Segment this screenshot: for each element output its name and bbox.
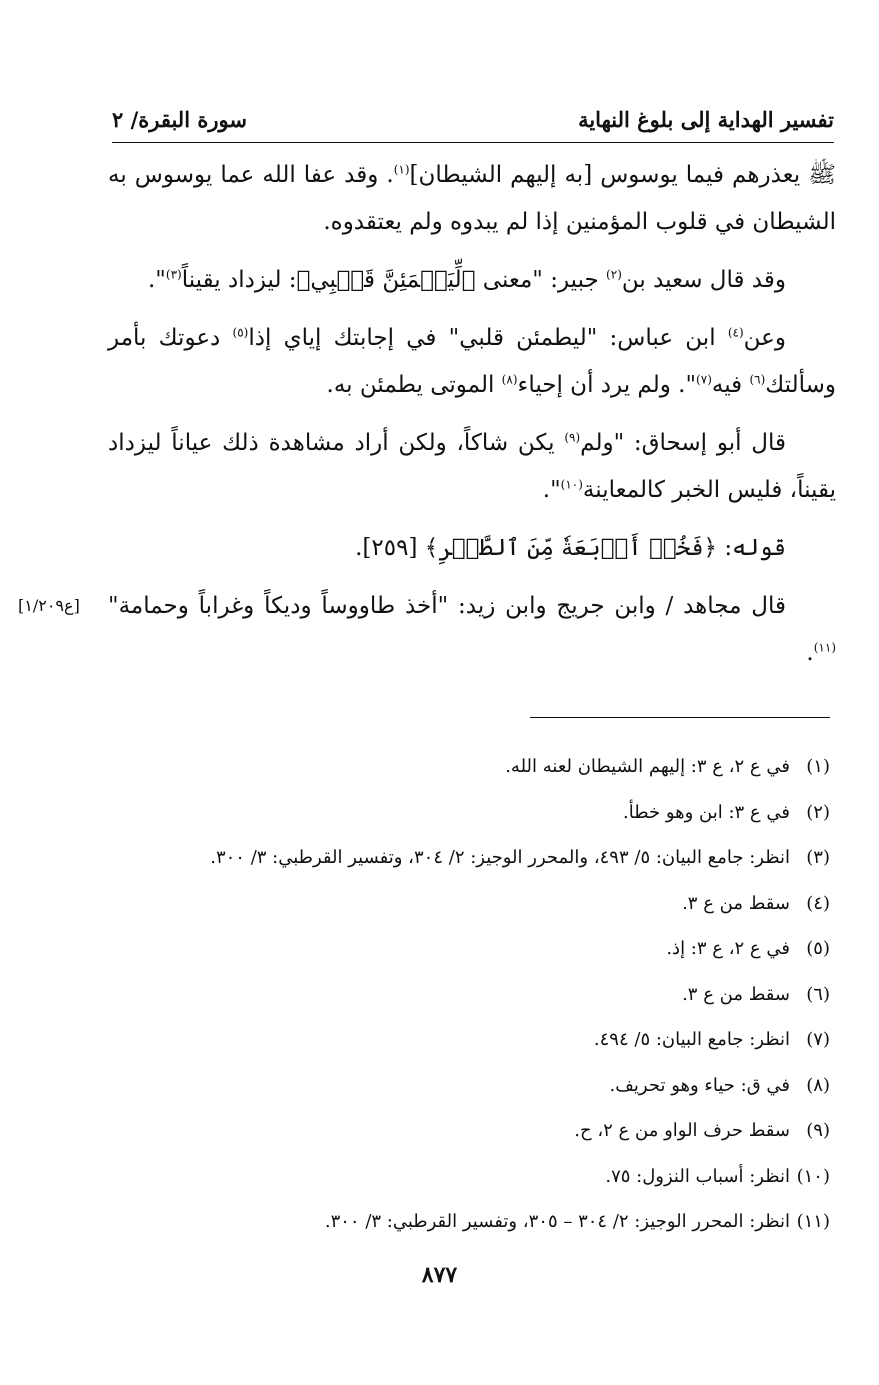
footnote-number: (٥) [806,938,830,959]
footnote-number: (٨) [806,1074,830,1096]
footnote-item [150,1199,830,1245]
header-rule [112,142,834,143]
footnote-number: (٦) [806,983,830,1005]
footnote-ref: (٣) [165,267,182,282]
text-run: [٢٥٩]. [355,535,425,561]
text-run: وعن [743,325,786,351]
footnote-number: (٩) [806,1120,830,1141]
paragraph-5 [108,525,836,572]
text-run: ابن عباس: "ليطمئن قلبي" في إجابتك إياي إذا [248,325,728,351]
footnote-number: (١١) [796,1211,830,1232]
text-run: وقد قال سعيد بن [621,267,786,293]
footnote-item [150,835,830,881]
footnote-number: (٣) [806,847,830,868]
paragraph-1 [108,152,836,246]
footnote-text: انظر: جامع البيان: ٥/ ٤٩٣، والمحرر الوجيز: ٢/ ٣٠٤، وتفسير القرطبي: ٣/ ٣٠٠. [210,847,790,868]
surah-label: سورة البقرة/ ٢ [112,107,247,132]
footnote-item [150,1108,830,1154]
running-header [112,92,834,132]
footnote-item [150,972,830,1018]
footnote-number: (٢) [806,801,830,823]
text-run: فيه [711,372,750,398]
quran-verse: ﴿لِّيَطۡمَئِنَّ قَلۡبِي﴾ [296,267,476,293]
footnote-number: (١) [806,756,830,777]
page-number: ٨٧٧ [421,1262,458,1288]
paragraph-2 [108,257,836,304]
text-run: قال أبو إسحاق: "ولم [580,430,786,456]
footnote-text: انظر: أسباب النزول: ٧٥. [605,1165,790,1187]
footnote-item [150,1154,830,1200]
footnote-number: (١٠) [796,1165,830,1187]
footnote-ref: (٩) [564,430,581,445]
footnote-item [150,744,830,790]
footnote-ref: (١) [393,162,410,177]
text-run: دعوتك بأمر وسألتك [108,325,836,398]
footnote-ref: (٤) [727,325,744,340]
footnote-text: انظر: جامع البيان: ٥/ ٤٩٤. [593,1029,790,1050]
footnote-text: في ع ٢، ع ٣: إذ. [666,938,790,959]
footnote-separator [530,717,830,718]
footnote-item [150,881,830,927]
main-text [108,152,836,688]
text-run: ". [148,267,166,293]
footnote-ref: (٦) [749,372,766,387]
footnote-text: سقط من ع ٣. [682,983,790,1005]
text-run: . [806,640,814,666]
footnote-ref: (٥) [232,325,249,340]
text-run: قوله: [717,535,786,561]
footnote-text: سقط حرف الواو من ع ٢، ح. [574,1120,790,1141]
paragraph-3 [108,315,836,409]
footnote-text: سقط من ع ٣. [682,892,790,914]
paragraph-6 [108,583,836,677]
footnote-text: انظر: المحرر الوجيز: ٢/ ٣٠٤ – ٣٠٥، وتفسير القرطبي: ٣/ ٣٠٠. [324,1211,790,1232]
text-run: ﷺ يعذرهم فيما يوسوس [به إليهم الشيطان] [409,162,836,188]
footnotes-list [150,744,830,1245]
text-run: ". [542,477,561,503]
text-run: جبير: "معنى [475,267,607,293]
text-run: . وقد عفا الله عما يوسوس به الشيطان في قلوب المؤمنين إذا لم يبدوه ولم يعتقدوه. [108,162,836,235]
footnote-number: (٧) [806,1029,830,1050]
footnote-ref: (١٠) [560,477,583,492]
footnote-item [150,1017,830,1063]
text-run: يكن شاكاً، ولكن أراد مشاهدة ذلك عياناً ليزداد يقيناً، فليس الخبر كالمعاينة [108,430,836,503]
book-title: تفسير الهداية إلى بلوغ النهاية [578,107,834,132]
footnote-text: في ق: حياء وهو تحريف. [609,1074,790,1096]
footnote-ref: (٢) [606,267,622,282]
text-run: الموتى يطمئن به. [326,372,502,398]
footnote-item [150,926,830,972]
paragraph-4 [108,420,836,514]
text-run: ". ولم يرد أن إحياء [517,372,697,398]
footnote-ref: (٧) [696,372,712,387]
footnote-text: في ع ٣: ابن وهو خطأ. [623,801,790,823]
text-run: : ليزداد يقيناً [181,267,297,293]
footnote-ref: (١١) [813,640,836,655]
footnote-ref: (٨) [501,372,518,387]
footnote-item [150,1063,830,1109]
footnote-number: (٤) [806,892,830,914]
quran-verse: ﴿فَخُذۡ أَرۡبَعَةٗ مِّنَ ٱلطَّيۡرِ﴾ [424,535,718,561]
footnote-text: في ع ٢، ع ٣: إليهم الشيطان لعنه الله. [505,756,790,777]
manuscript-margin-note: [ع١/٢٠٩] [18,596,80,615]
text-run: قال مجاهد / وابن جريج وابن زيد: "أخذ طاووساً وديكاً وغراباً وحمامة" [108,593,786,619]
footnote-item [150,790,830,836]
